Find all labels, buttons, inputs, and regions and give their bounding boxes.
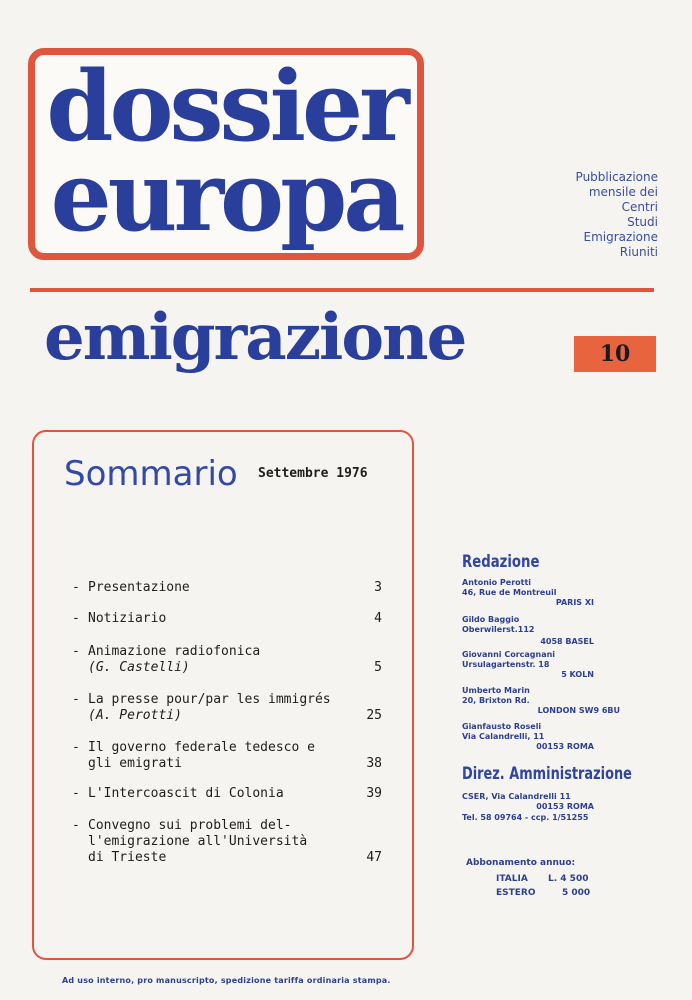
toc-dash: - [72, 644, 80, 659]
publisher-line: Studi [627, 215, 658, 229]
amministrazione-address: CSER, Via Calandrelli 11 [462, 792, 571, 801]
abbonamento-value: L. 4 500 [548, 874, 589, 884]
abbonamento-label: ESTERO [496, 888, 536, 898]
masthead-logo-box [28, 48, 424, 260]
toc-dash: - [72, 580, 80, 595]
redazione-entry [462, 615, 594, 647]
toc-item-author: (G. Castelli) [88, 660, 190, 675]
redazione-address: Oberwilerst.112 [462, 625, 535, 634]
redazione-entry [462, 650, 594, 680]
table-of-contents-box [32, 430, 414, 960]
publisher-line: Centri [621, 200, 658, 214]
toc-item-text-block [88, 644, 338, 676]
toc-item-page: 5 [374, 660, 382, 675]
redazione-name: Gianfausto Roseli [462, 722, 542, 731]
toc-item-title: Il governo federale tedesco e gli emigrati [88, 740, 315, 771]
redazione-address: Ursulagartenstr. 18 [462, 660, 550, 669]
toc-item-title: Notiziario [88, 611, 167, 626]
toc-item-title: Convegno sui problemi del- l'emigrazione all'Università di Trieste [88, 818, 308, 865]
toc-item-title: L'Intercoascit di Colonia [88, 786, 284, 801]
redazione-address: 46, Rue de Montreuil [462, 588, 557, 597]
abbonamento-label: ITALIA [496, 874, 528, 884]
amministrazione-entry [462, 792, 594, 812]
toc-item-title: La presse pour/par les immigrés [88, 692, 331, 707]
publisher-line: Pubblicazione [575, 170, 658, 184]
redazione-city: 00153 ROMA [536, 742, 594, 751]
redazione-title: Redazione [462, 552, 540, 572]
toc-dash: - [72, 740, 80, 755]
toc-item-page: 47 [366, 850, 382, 865]
sommario-title: Sommario [64, 454, 238, 494]
toc-dash: - [72, 818, 80, 833]
redazione-name: Umberto Marin [462, 686, 530, 695]
redazione-address: Via Calandrelli, 11 [462, 732, 545, 741]
redazione-name: Giovanni Corcagnani [462, 650, 556, 659]
toc-dash: - [72, 786, 80, 801]
redazione-entry [462, 686, 620, 716]
issue-date: Settembre 1976 [258, 466, 368, 481]
redazione-name: Antonio Perotti [462, 578, 532, 587]
toc-item-page: 39 [366, 786, 382, 801]
toc-item-title: Animazione radiofonica [88, 644, 261, 659]
redazione-city: 4058 BASEL [540, 637, 594, 646]
redazione-city: LONDON SW9 6BU [537, 706, 620, 715]
footer-note: Ad uso interno, pro manuscripto, spedizione tariffa ordinaria stampa. [62, 976, 391, 985]
logo-line-2: europa [50, 140, 402, 253]
section-title: emigrazione [44, 300, 466, 375]
toc-item-page: 25 [366, 708, 382, 723]
toc-item-title: Presentazione [88, 580, 190, 595]
amministrazione-title: Direz. Amministrazione [462, 764, 632, 784]
abbonamento-title: Abbonamento annuo: [466, 858, 576, 868]
redazione-city: 5 KOLN [561, 670, 594, 679]
redazione-address: 20, Brixton Rd. [462, 696, 530, 705]
toc-item-page: 4 [374, 611, 382, 626]
toc-item-page: 38 [366, 756, 382, 771]
redazione-entry [462, 722, 594, 752]
publisher-line: Riuniti [619, 245, 658, 259]
toc-item-author: (A. Perotti) [88, 708, 182, 723]
publisher-info [498, 170, 658, 260]
redazione-name: Gildo Baggio [462, 615, 520, 624]
toc-dash: - [72, 692, 80, 707]
toc-dash: - [72, 611, 80, 626]
toc-item-text-block [88, 692, 378, 724]
publisher-line: Emigrazione [583, 230, 658, 244]
toc-item-page: 3 [374, 580, 382, 595]
amministrazione-tel: Tel. 58 09764 - ccp. 1/51255 [462, 813, 589, 822]
redazione-entry [462, 578, 594, 608]
logo-line-1: dossier [46, 50, 406, 163]
amministrazione-city: 00153 ROMA [536, 802, 594, 811]
abbonamento-value: 5 000 [562, 888, 591, 898]
issue-number-badge: 10 [574, 336, 656, 372]
publisher-line: mensile dei [588, 185, 658, 199]
redazione-city: PARIS XI [555, 598, 594, 607]
divider-rule [30, 288, 654, 292]
